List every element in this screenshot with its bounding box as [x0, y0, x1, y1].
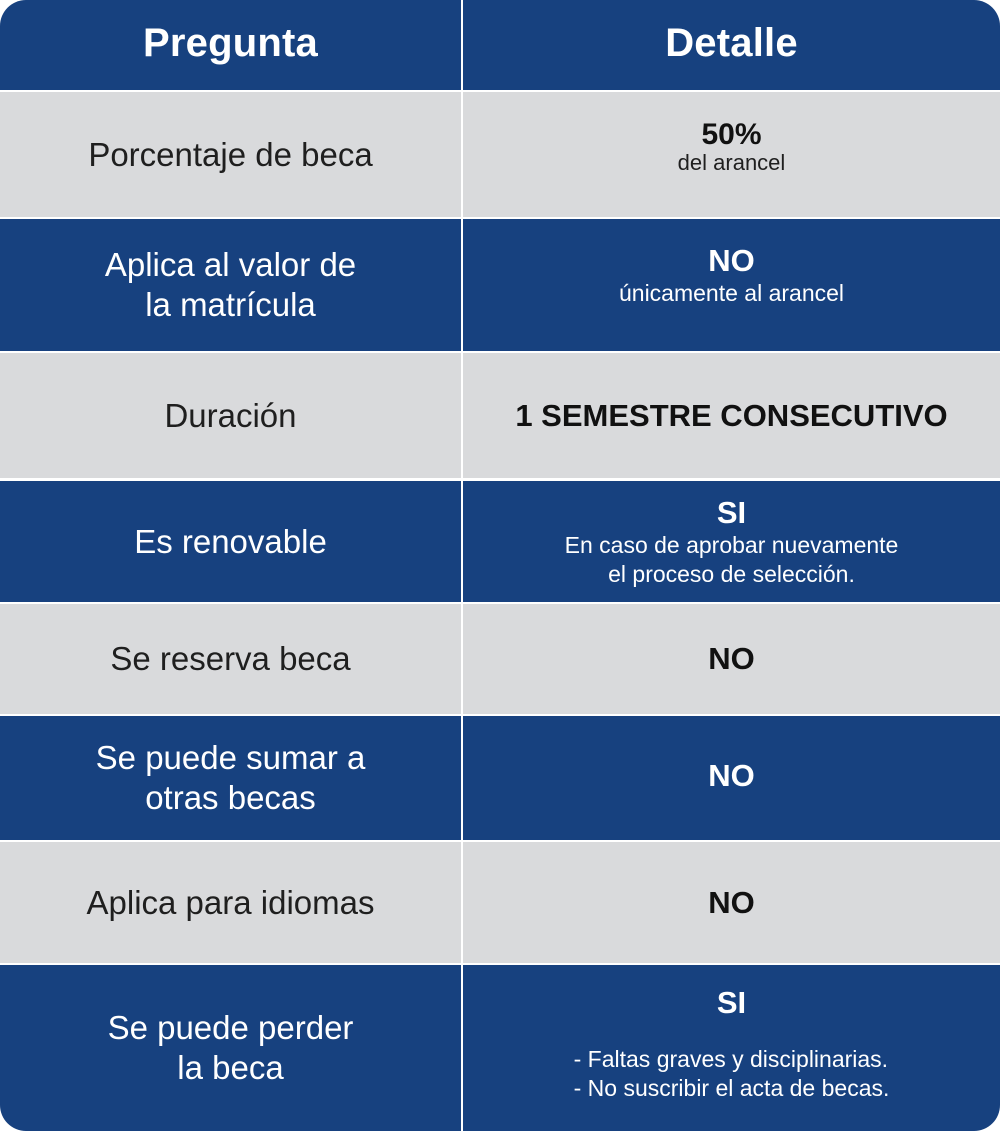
detail-cell	[463, 842, 1000, 963]
question-text: Se puede sumar a otras becas	[95, 739, 366, 816]
question-cell	[0, 353, 461, 478]
table-row	[0, 965, 1000, 1131]
detail-cell	[463, 604, 1000, 714]
bullet-item: - No suscribir el acta de becas.	[573, 1075, 890, 1101]
question-text: Se puede perder la beca	[107, 1009, 354, 1086]
question-text: Es renovable	[134, 522, 327, 560]
detail-main: NO	[708, 641, 755, 676]
detail-main: 50%	[701, 117, 762, 151]
question-cell	[0, 965, 461, 1131]
detail-sub: En caso de aprobar nuevamente el proceso de selección.	[564, 531, 899, 587]
header-detail-cell	[463, 0, 1000, 90]
detail-cell	[463, 481, 1000, 602]
detail-sub: únicamente al arancel	[618, 279, 845, 306]
question-text: Duración	[164, 396, 297, 434]
question-cell	[0, 842, 461, 963]
table-row	[0, 842, 1000, 963]
question-cell	[0, 219, 461, 351]
detail-main: NO	[708, 242, 755, 278]
question-text: Porcentaje de beca	[88, 135, 373, 173]
bullet-item: - Faltas graves y disciplinarias.	[573, 1046, 889, 1072]
detail-cell	[463, 92, 1000, 217]
question-text: Se reserva beca	[110, 640, 351, 677]
detail-cell	[463, 219, 1000, 351]
table-row	[0, 353, 1000, 478]
detail-main: NO	[708, 884, 755, 920]
header-question-label: Pregunta	[143, 20, 318, 65]
table-row	[0, 92, 1000, 217]
detail-cell	[463, 965, 1000, 1131]
table-row	[0, 219, 1000, 351]
detail-bullets	[574, 1045, 890, 1103]
question-cell	[0, 481, 461, 602]
detail-main: SI	[716, 494, 747, 530]
question-text: Aplica al valor de la matrícula	[104, 246, 357, 323]
question-cell	[0, 604, 461, 714]
header-detail-label: Detalle	[665, 20, 798, 65]
detail-cell	[463, 353, 1000, 478]
question-text: Aplica para idiomas	[86, 883, 375, 921]
question-cell	[0, 92, 461, 217]
detail-main: SI	[716, 985, 747, 1020]
header-question-cell	[0, 0, 461, 90]
table-header	[0, 0, 1000, 90]
detail-main: 1 SEMESTRE CONSECUTIVO	[515, 397, 948, 433]
detail-sub: del arancel	[677, 149, 786, 175]
table-row	[0, 481, 1000, 602]
detail-cell	[463, 716, 1000, 840]
table-row	[0, 604, 1000, 714]
detail-main: NO	[708, 758, 755, 793]
table-row	[0, 716, 1000, 840]
question-cell	[0, 716, 461, 840]
